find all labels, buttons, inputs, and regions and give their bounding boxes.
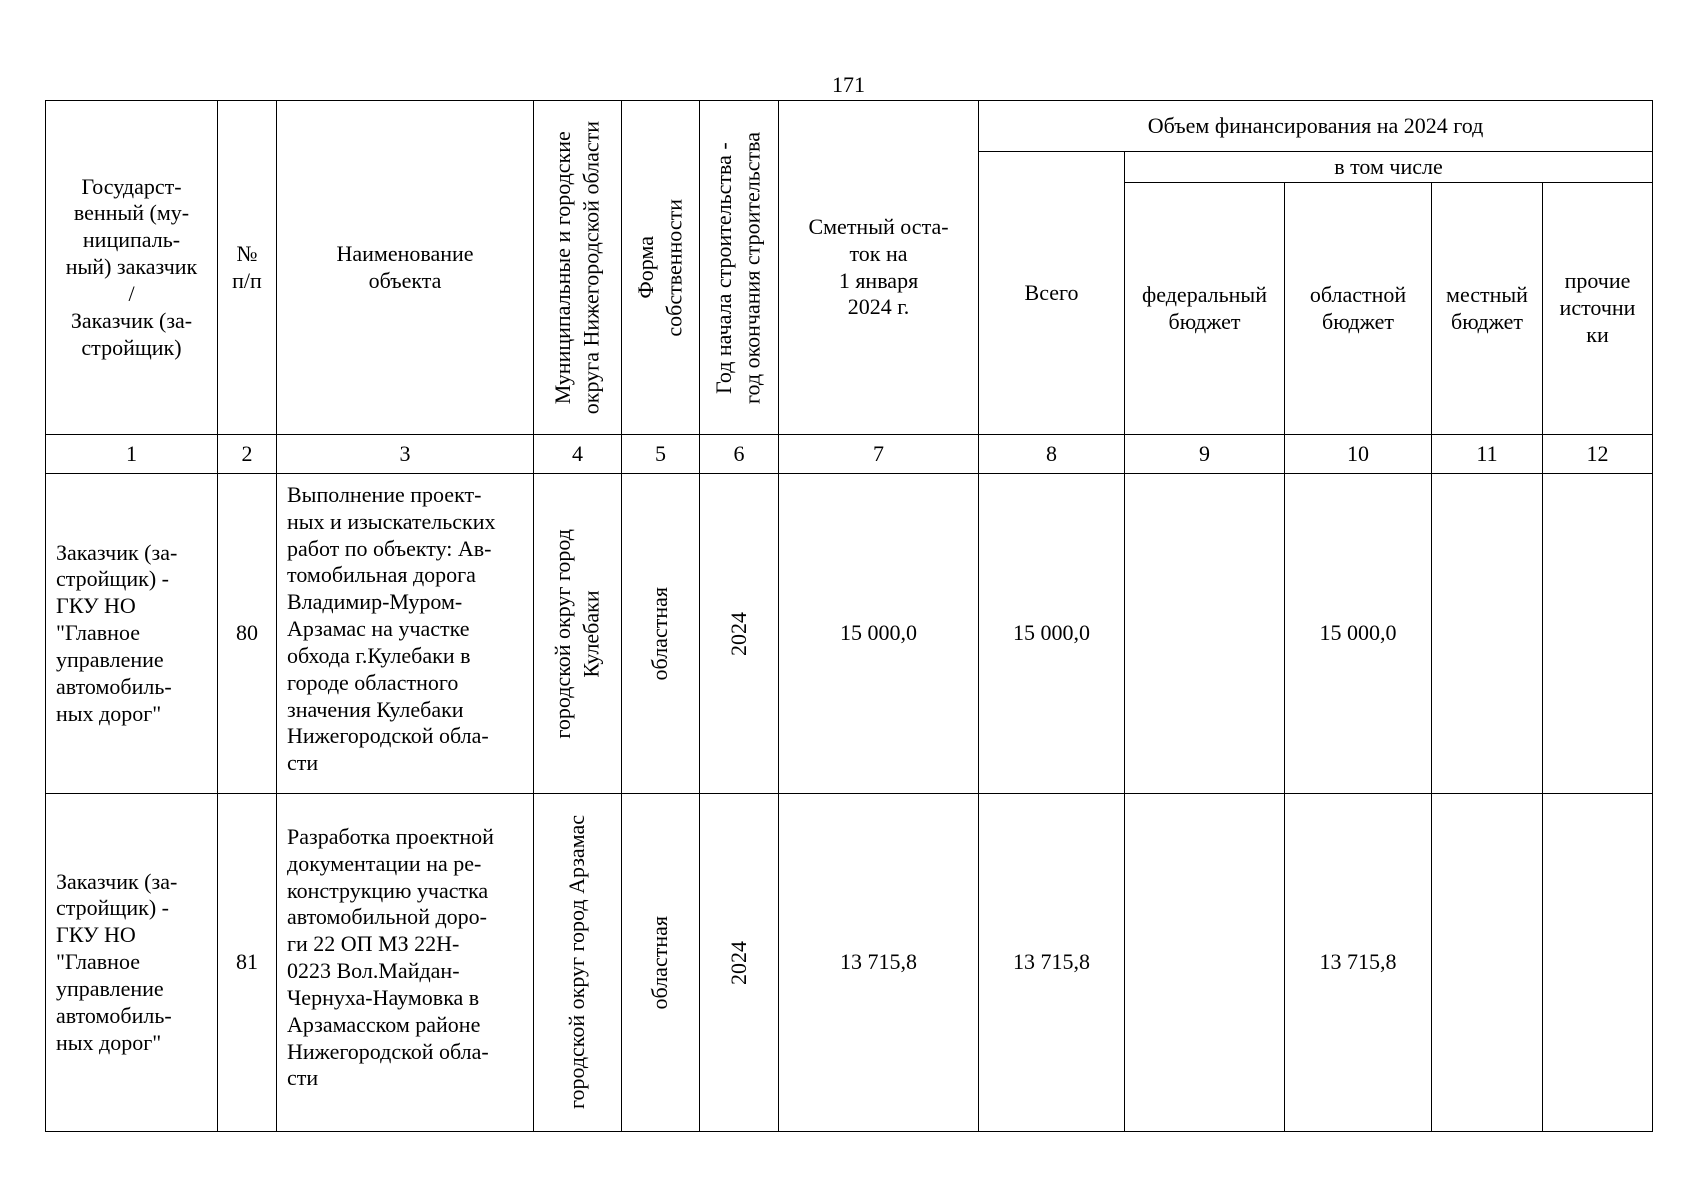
regional-cell: 15 000,0 [1285, 474, 1432, 794]
header-row-1 [46, 101, 1653, 152]
ownership-cell: областная [622, 794, 700, 1132]
column-number: 2 [218, 435, 277, 474]
total-cell: 15 000,0 [979, 474, 1125, 794]
local-cell [1432, 474, 1543, 794]
column-number: 6 [700, 435, 779, 474]
years-cell: 2024 [700, 474, 779, 794]
header-estimated-balance: Сметный оста- ток на 1 января 2024 г. [779, 101, 979, 435]
header-funding-group: Объем финансирования на 2024 год [979, 101, 1653, 152]
header-ownership: Форма собственности [622, 101, 700, 435]
row-number-cell: 81 [218, 794, 277, 1132]
column-number: 5 [622, 435, 700, 474]
local-cell [1432, 794, 1543, 1132]
municipality-cell: городской округ город Арзамас [534, 794, 622, 1132]
years-cell: 2024 [700, 794, 779, 1132]
column-number: 12 [1543, 435, 1653, 474]
estimated-balance-cell: 13 715,8 [779, 794, 979, 1132]
header-regional: областной бюджет [1285, 183, 1432, 435]
column-number: 11 [1432, 435, 1543, 474]
column-number: 3 [277, 435, 534, 474]
header-local: местный бюджет [1432, 183, 1543, 435]
header-including: в том числе [1125, 152, 1653, 183]
header-other: прочие источни ки [1543, 183, 1653, 435]
federal-cell [1125, 794, 1285, 1132]
table-row [46, 794, 1653, 1132]
regional-cell: 13 715,8 [1285, 794, 1432, 1132]
object-name-cell: Разработка проектной документации на ре- конструкцию участка автомобильной доро- ги 22 ОП МЗ 22Н- 0223 Вол.Майдан- Чернуха-Наумовка в Арзамасском районе Нижегородской обла- сти [277, 794, 534, 1132]
header-federal: федеральный бюджет [1125, 183, 1285, 435]
header-object-name: Наименование объекта [277, 101, 534, 435]
column-number: 9 [1125, 435, 1285, 474]
object-name-cell: Выполнение проект- ных и изыскательских работ по объекту: Ав- томобильная дорога Владимир-Муром- Арзамас на участке обхода г.Кулебаки в городе областного значения Кулебаки Нижегородской обла- сти [277, 474, 534, 794]
row-number-cell: 80 [218, 474, 277, 794]
header-customer: Государст- венный (му- ниципаль- ный) заказчик / Заказчик (за- стройщик) [46, 101, 218, 435]
ownership-cell: областная [622, 474, 700, 794]
column-numbers-row [46, 435, 1653, 474]
customer-cell: Заказчик (за- стройщик) - ГКУ НО "Главное управление автомобиль- ных дорог" [46, 474, 218, 794]
column-number: 10 [1285, 435, 1432, 474]
total-cell: 13 715,8 [979, 794, 1125, 1132]
estimated-balance-cell: 15 000,0 [779, 474, 979, 794]
other-cell [1543, 794, 1653, 1132]
other-cell [1543, 474, 1653, 794]
header-total: Всего [979, 152, 1125, 435]
page-number: 171 [832, 72, 865, 97]
federal-cell [1125, 474, 1285, 794]
column-number: 1 [46, 435, 218, 474]
header-years: Год начала строительства - год окончания строительства [700, 101, 779, 435]
header-number: № п/п [218, 101, 277, 435]
table-row [46, 474, 1653, 794]
column-number: 4 [534, 435, 622, 474]
customer-cell: Заказчик (за- стройщик) - ГКУ НО "Главное управление автомобиль- ных дорог" [46, 794, 218, 1132]
municipality-cell: городской округ город Кулебаки [534, 474, 622, 794]
header-municipality: Муниципальные и городские округа Нижегородской области [534, 101, 622, 435]
column-number: 7 [779, 435, 979, 474]
column-number: 8 [979, 435, 1125, 474]
financing-table [45, 100, 1653, 1132]
